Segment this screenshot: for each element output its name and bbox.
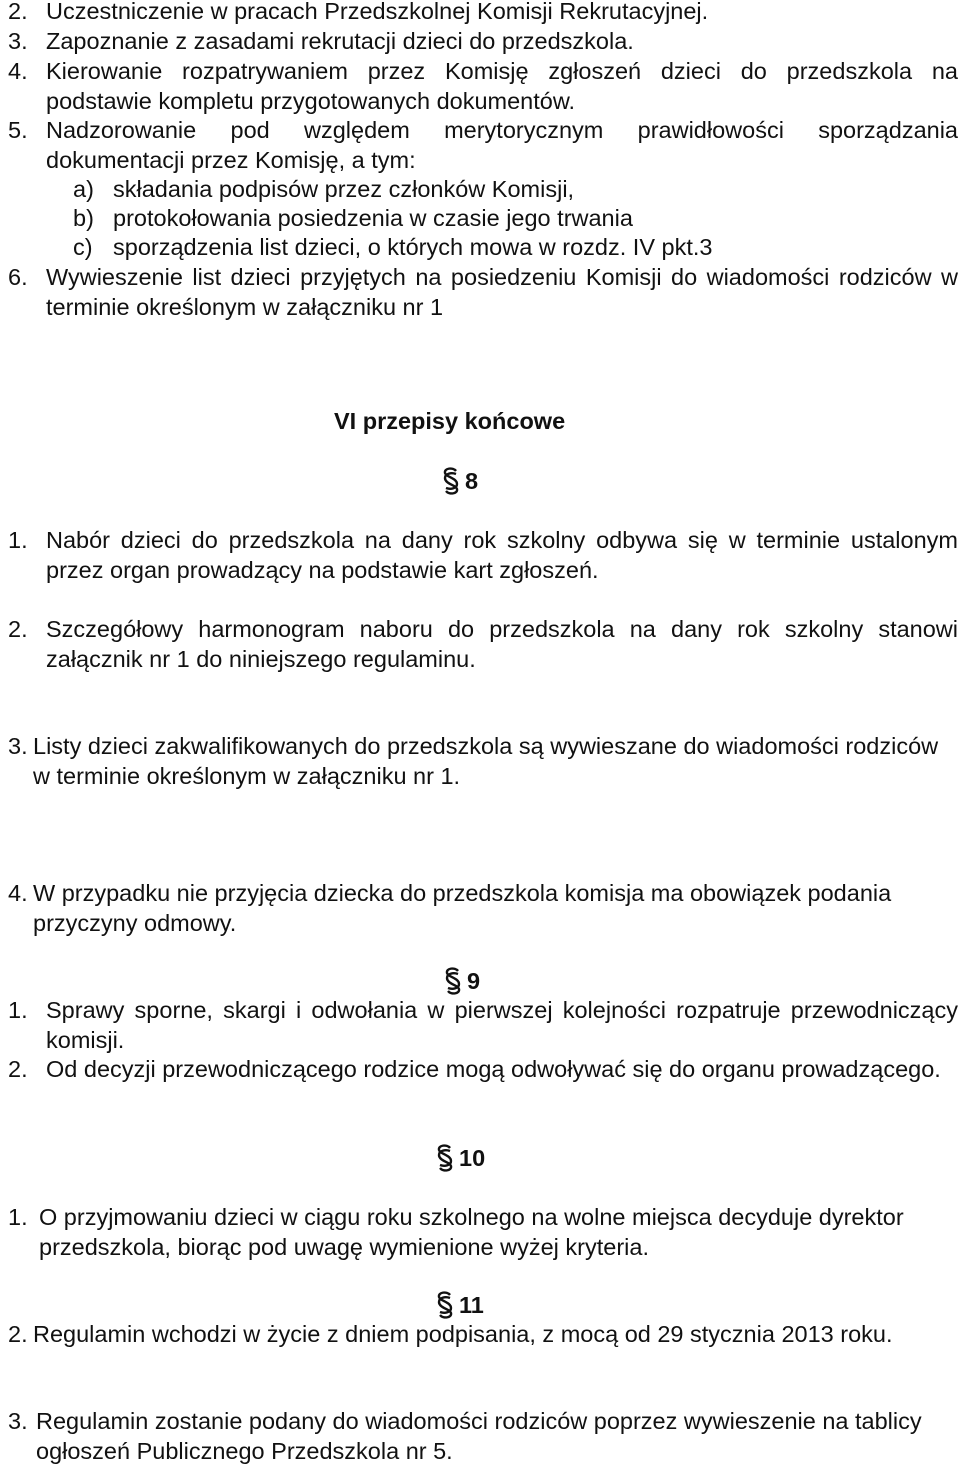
paragraph-number: 9 bbox=[467, 968, 481, 994]
item-text: Kierowanie rozpatrywaniem przez Komisję zgłoszeń dzieci do przedszkola na podstawie kompletu przygotowanych dokumentów. bbox=[46, 58, 958, 114]
list-item bbox=[8, 526, 958, 585]
item-number: 2. bbox=[8, 616, 28, 642]
item-text: Nadzorowanie pod względem merytorycznym prawidłowości sporządzania dokumentacji przez Komisję, a tym: bbox=[46, 117, 958, 173]
item-number: 4. bbox=[8, 58, 28, 84]
list-item bbox=[8, 732, 958, 791]
sub-item-label: b) bbox=[73, 205, 94, 231]
item-text: Listy dzieci zakwalifikowanych do przedszkola są wywieszane do wiadomości rodziców w terminie określonym w załączniku nr 1. bbox=[33, 733, 939, 789]
section-sign-icon bbox=[441, 966, 465, 996]
section-sign-icon bbox=[433, 1290, 457, 1320]
list-item bbox=[8, 116, 958, 175]
section-sign-icon bbox=[433, 1143, 457, 1173]
item-number: 6. bbox=[8, 264, 28, 290]
item-text: O przyjmowaniu dzieci w ciągu roku szkolnego na wolne miejsca decyduje dyrektor przedszkola, biorąc pod uwagę wymienione wyżej kryteria. bbox=[39, 1204, 904, 1260]
item-text: Szczegółowy harmonogram naboru do przedszkola na dany rok szkolny stanowi załącznik nr 1 do niniejszego regulaminu. bbox=[46, 616, 958, 672]
item-number: 5. bbox=[8, 117, 28, 143]
item-text: Od decyzji przewodniczącego rodzice mogą odwoływać się do organu prowadzącego. bbox=[46, 1056, 941, 1082]
list-item bbox=[8, 1203, 958, 1262]
paragraph-heading-9 bbox=[441, 966, 480, 996]
list-item bbox=[8, 57, 958, 116]
paragraph-heading-11 bbox=[433, 1290, 484, 1320]
item-number: 2. bbox=[8, 1321, 28, 1347]
item-number: 1. bbox=[8, 1204, 28, 1230]
item-text: Sprawy sporne, skargi i odwołania w pierwszej kolejności rozpatruje przewodniczący komisji. bbox=[46, 997, 958, 1053]
list-item bbox=[8, 615, 958, 674]
item-number: 3. bbox=[8, 1408, 28, 1434]
list-item bbox=[8, 1055, 958, 1085]
list-item bbox=[8, 1320, 938, 1350]
sub-list-item bbox=[73, 175, 933, 205]
sub-list-item bbox=[73, 204, 933, 234]
item-number: 1. bbox=[8, 527, 28, 553]
item-text: Regulamin wchodzi w życie z dniem podpisania, z mocą od 29 stycznia 2013 roku. bbox=[33, 1321, 893, 1347]
item-text: Wywieszenie list dzieci przyjętych na posiedzeniu Komisji do wiadomości rodziców w terminie określonym w załączniku nr 1 bbox=[46, 264, 958, 320]
item-text: Zapoznanie z zasadami rekrutacji dzieci do przedszkola. bbox=[46, 28, 634, 54]
paragraph-heading-10 bbox=[433, 1143, 485, 1173]
sub-item-text: składania podpisów przez członków Komisji, bbox=[113, 176, 575, 202]
paragraph-number: 8 bbox=[465, 468, 479, 494]
sub-item-text: protokołowania posiedzenia w czasie jego trwania bbox=[113, 205, 633, 231]
sub-item-label: a) bbox=[73, 176, 94, 202]
sub-list-item bbox=[73, 233, 933, 263]
paragraph-number: 10 bbox=[459, 1145, 486, 1171]
paragraph-heading-8 bbox=[439, 466, 478, 496]
item-number: 3. bbox=[8, 28, 28, 54]
list-item bbox=[8, 27, 948, 57]
list-item bbox=[8, 879, 958, 938]
item-number: 2. bbox=[8, 1056, 28, 1082]
item-number: 1. bbox=[8, 997, 28, 1023]
item-number: 3. bbox=[8, 733, 28, 759]
item-text: Uczestniczenie w pracach Przedszkolnej Komisji Rekrutacyjnej. bbox=[46, 0, 709, 24]
list-item bbox=[8, 1407, 958, 1466]
paragraph-number: 11 bbox=[459, 1292, 484, 1318]
sub-item-label: c) bbox=[73, 234, 93, 260]
item-text: W przypadku nie przyjęcia dziecka do przedszkola komisja ma obowiązek podania przyczyny odmowy. bbox=[33, 880, 892, 936]
item-number: 2. bbox=[8, 0, 28, 24]
list-item bbox=[8, 996, 958, 1055]
sub-item-text: sporządzenia list dzieci, o których mowa w rozdz. IV pkt.3 bbox=[113, 234, 713, 260]
list-item bbox=[8, 0, 948, 27]
chapter-heading: VI przepisy końcowe bbox=[334, 408, 566, 434]
list-item bbox=[8, 263, 958, 322]
item-text: Nabór dzieci do przedszkola na dany rok szkolny odbywa się w terminie ustalonym przez organ prowadzący na podstawie kart zgłoszeń. bbox=[46, 527, 958, 583]
item-text: Regulamin zostanie podany do wiadomości rodziców poprzez wywieszenie na tablicy ogłoszeń Publicznego Przedszkola nr 5. bbox=[36, 1408, 922, 1464]
item-number: 4. bbox=[8, 880, 28, 906]
section-sign-icon bbox=[439, 466, 463, 496]
